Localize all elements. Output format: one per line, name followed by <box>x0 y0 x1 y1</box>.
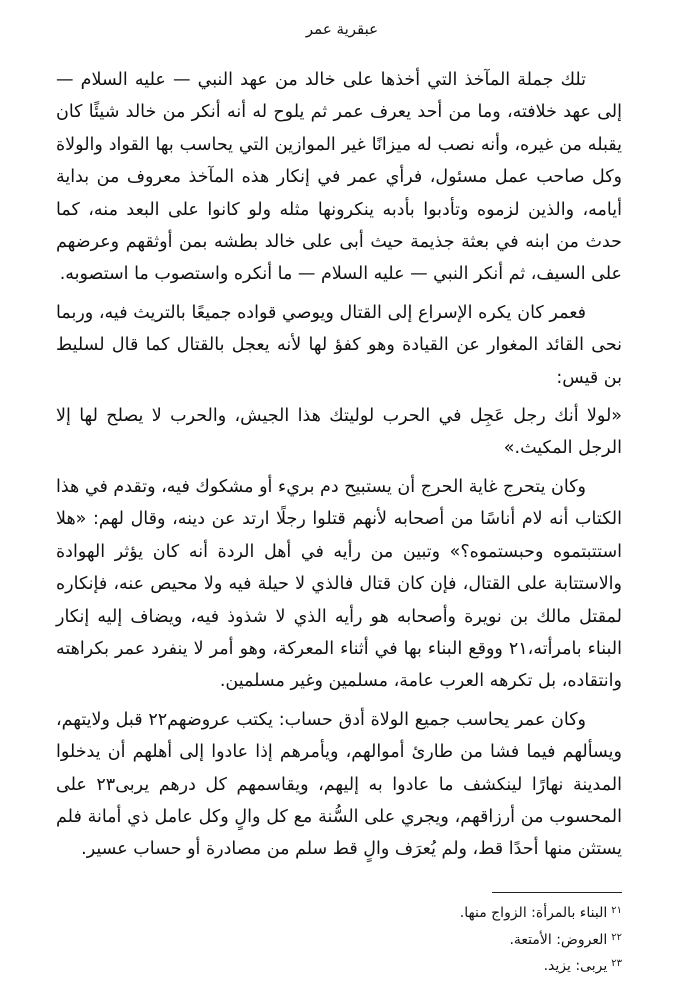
paragraph: تلك جملة المآخذ التي أخذها على خالد من عهد النبي — عليه السلام — إلى عهد خلافته، وما من أحد يعرف عمر ثم يلوح له أنه أنكر من خالد شيئًا كان يقبله من غيره، وأنه نصب له ميزانًا غير الموازين التي يحاسب بها القواد والولاة وكل صاحب عمل مسئول، فرأي عمر في إنكار هذه المآخذ معروف من بداية أيامه، والذين لزموه وتأدبوا بأدبه ينكرونها مثله ولو كانوا على البعد منه، كما حدث من ابنه في بعثة جذيمة حيث أبى على خالد بطشه بمن أوثقهم وعرضهم على السيف، ثم أنكر النبي — عليه السلام — ما أنكره واستصوب ما استصوبه. <box>56 70 622 285</box>
footnote-number: ٢٣ <box>611 958 622 969</box>
footnote-item <box>56 952 622 979</box>
footnote-number: ٢٢ <box>611 931 622 943</box>
running-header: عبقرية عمر <box>305 20 379 38</box>
paragraph: وكان عمر يحاسب جميع الولاة أدق حساب: يكتب عروضهم٢٢ قبل ولايتهم، ويسألهم فيما فشا من طارئ أموالهم، ويأمرهم إذا عادوا إلى أهلهم أن يدخلوا المدينة نهارًا لينكشف ما عادوا به إليهم، ويقاسمهم كل درهم يربى٢٣ على المحسوب من أرزاقهم، ويجري على السُّنة مع كل والٍ وكل عامل ذي أمانة فلم يستثن منها أحدًا قط، ولم يُعرَف والٍ قط سلم من مصادرة أو حساب عسير. <box>56 709 623 860</box>
footnote-item <box>56 899 622 926</box>
footnotes <box>56 899 622 979</box>
paragraph: وكان يتحرج غاية الحرج أن يستبيح دم بريء أو مشكوك فيه، وتقدم في هذا الكتاب أنه لام أناسًا من أصحابه لأنهم قتلوا رجلًا ارتد عن دينه، وقال لهم: «هلا استتبتموه وحبستموه؟» وتبين من رأيه في أهل الردة أنه كان يؤثر الهوادة والاستتابة على القتال، فإن كان قتال فالذي لا حيلة فيه ولا محيص عنه، فإنكاره لمقتل مالك بن نويرة وأصحابه هو رأيه الذي لا شذوذ فيه، ويضاف إليه إنكار البناء بامرأته،٢١ ووقع البناء بها في أثناء المعركة، وهو أمر لا ينفرد عمر بكراهته وانتقاده، بل تكرهه العرب عامة، مسلمين وغير مسلمين. <box>56 476 622 692</box>
body-text <box>56 64 622 872</box>
footnote-number: ٢١ <box>611 905 622 916</box>
quotation-paragraph: «لولا أنك رجل عَجِل في الحرب لوليتك هذا الجيش، والحرب لا يصلح لها إلا الرجل المكيث.» <box>56 406 622 459</box>
footnote-text: العروض: الأمتعة. <box>509 931 608 948</box>
paragraph: فعمر كان يكره الإسراع إلى القتال ويوصي قواده جميعًا بالتريث فيه، وربما نحى القائد المغوار عن القيادة وهو كفؤ لها لأنه يعجل بالقتال كما قال لسليط بن قيس: <box>56 302 622 388</box>
footnote-divider <box>492 892 622 893</box>
footnote-text: يربى: يزيد. <box>543 958 608 974</box>
footnote-text: البناء بالمرأة: الزواج منها. <box>459 905 608 921</box>
footnote-item <box>56 926 622 953</box>
